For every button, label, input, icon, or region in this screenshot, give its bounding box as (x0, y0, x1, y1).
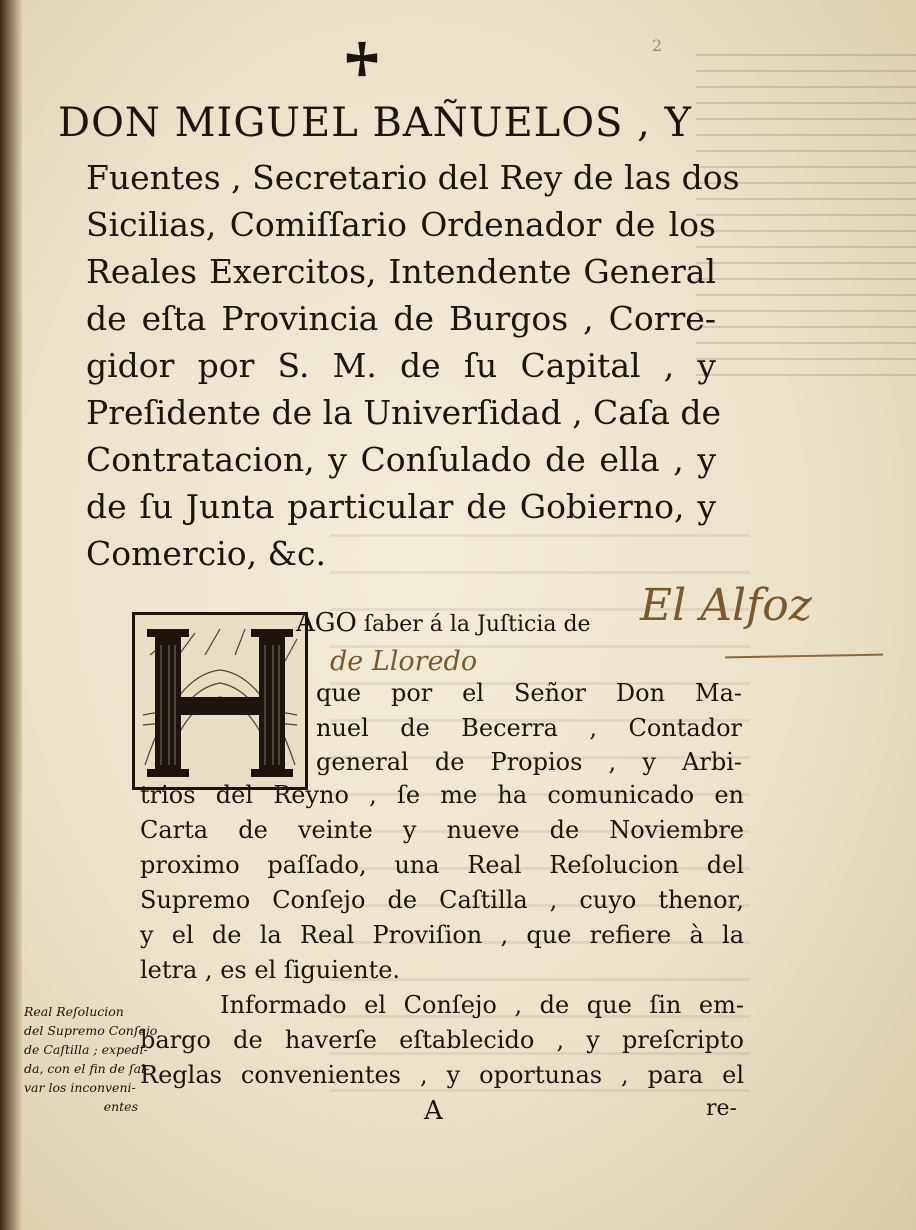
show-through-text-right (696, 40, 916, 380)
opening-caps: AGO (296, 608, 357, 638)
paragraph-line: Reglas convenientes , y oportunas , para el (140, 1061, 744, 1089)
woodcut-initial-illustration (135, 615, 305, 787)
heading-title: DON MIGUEL BAÑUELOS , Y (58, 100, 692, 146)
heading-body (86, 154, 740, 577)
opening-line (296, 608, 591, 638)
body-text (140, 778, 744, 1093)
body-line: general de Propios , y Arbi- (316, 748, 742, 776)
handwritten-place-name: El Alfoz (640, 580, 812, 631)
margin-note-line: var los inconveni- (24, 1080, 136, 1095)
heading-line: Comercio, &c. (86, 534, 326, 573)
heading-line: Reales Exercitos, Intendente General (86, 252, 716, 291)
cross-pattee-icon (343, 40, 381, 78)
heading-line: Fuentes , Secretario del Rey de las dos (86, 158, 740, 197)
heading-line: Sicilias, Comiſſario Ordenador de los (86, 205, 716, 244)
handwritten-place-name-2: de Lloredo (330, 646, 478, 677)
heading-line: Preſidente de la Univerſidad , Caſa de (86, 393, 722, 432)
margin-note-line: Real Reſolucion (24, 1004, 124, 1019)
body-line: que por el Señor Don Ma- (316, 679, 742, 707)
margin-note-line: de Caſtilla ; expedi- (24, 1042, 148, 1057)
body-line: proximo paſſado, una Real Reſolucion del (140, 851, 744, 879)
body-line: Carta de veinte y nueve de Noviembre (140, 816, 744, 844)
paragraph-line: Informado el Conſejo , de que ſin em- (220, 991, 744, 1019)
margin-note-line: da, con el fin de ſal- (24, 1061, 150, 1076)
margin-note (24, 1002, 158, 1116)
indented-body-lines (316, 676, 742, 780)
heading-line: Contratacion, y Conſulado de ella , y (86, 440, 716, 479)
heading-line: de eſta Provincia de Burgos , Corre- (86, 299, 716, 338)
decorated-drop-cap (132, 612, 308, 790)
margin-note-line: del Supremo Conſejo (24, 1023, 158, 1038)
body-line: nuel de Becerra , Contador (316, 713, 742, 742)
heading-line: de ſu Junta particular de Gobierno, y (86, 487, 716, 526)
margin-note-line: entes (103, 1099, 138, 1114)
book-gutter-shadow (0, 0, 22, 1230)
paragraph-line: bargo de haverſe eſtablecido , y preſcripto (140, 1026, 744, 1054)
body-line: letra , es el ſiguiente. (140, 956, 401, 984)
opening-text: ſaber á la Juſticia de (356, 612, 591, 637)
signature-mark: A (424, 1096, 443, 1126)
body-line: y el de la Real Proviſion , que refiere à la (140, 921, 744, 949)
page-number: 2 (652, 36, 663, 55)
body-line: trios del Reyno , ſe me ha comunicado en (140, 781, 744, 809)
body-line: Supremo Conſejo de Caſtilla , cuyo thenor, (140, 886, 744, 914)
heading-line: gidor por S. M. de ſu Capital , y (86, 346, 716, 385)
catchword: re- (706, 1096, 737, 1121)
